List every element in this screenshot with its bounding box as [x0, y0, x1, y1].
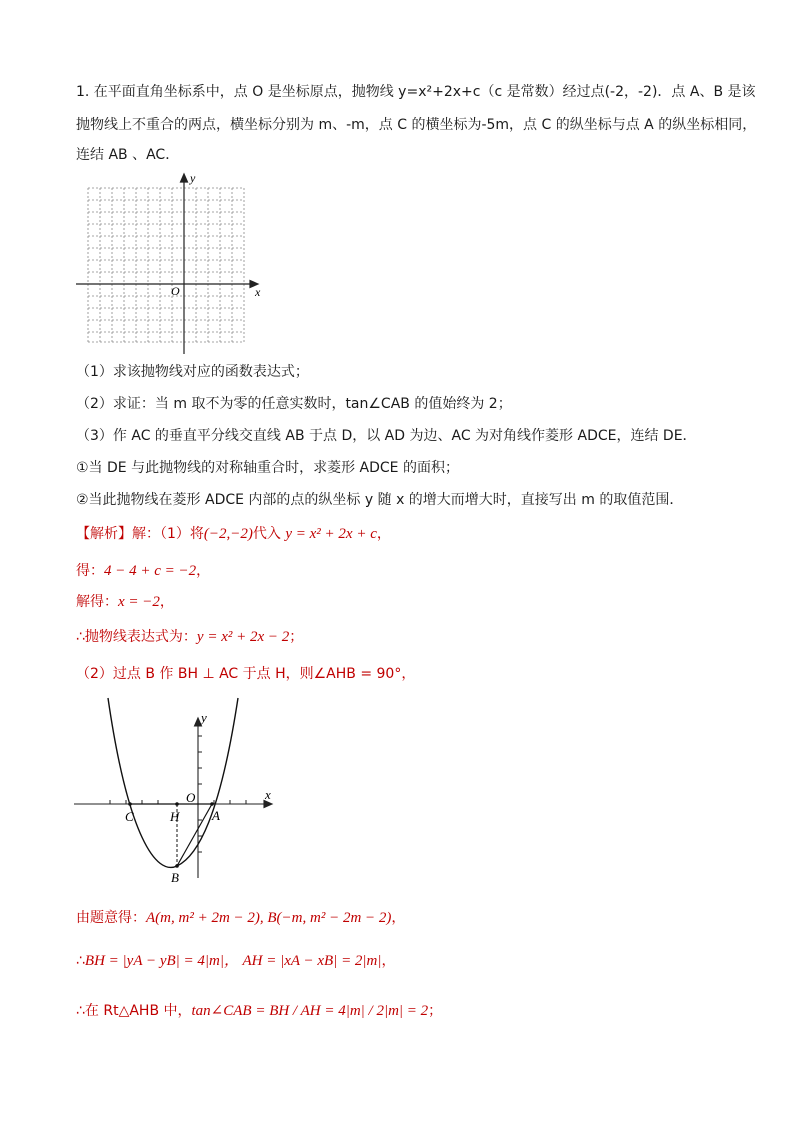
- origin-label: O: [171, 284, 180, 298]
- solution-step4-end: ；: [289, 629, 304, 645]
- solution-step1-equation: y = x² + 2x + c: [285, 526, 377, 542]
- solution-step1-end: ，: [376, 526, 391, 542]
- point-label-b: B: [171, 870, 179, 885]
- origin-label: O: [186, 790, 196, 805]
- problem-line-1: 1. 在平面直角坐标系中，点 O 是坐标原点，抛物线 y=x²+2x+c（c 是常数）经过点(-2，-2)．点 A、B 是该: [76, 84, 756, 100]
- solution-line-5: （2）过点 B 作 BH ⊥ AC 于点 H，则∠AHB = 90°，: [76, 666, 416, 682]
- point-label-c: C: [125, 809, 134, 824]
- solution-line-4: [76, 627, 303, 647]
- solution-step2-prefix: 得：: [76, 563, 104, 579]
- problem-line-3: 连结 AB 、AC．: [76, 147, 180, 163]
- solution-step7-prefix: ∴: [76, 953, 85, 969]
- question-1: （1）求该抛物线对应的函数表达式；: [76, 364, 309, 380]
- solution-line-3: [76, 592, 174, 612]
- y-axis-label: y: [201, 710, 207, 725]
- point-label-a: A: [212, 808, 220, 823]
- solution-step1-point: (−2,−2): [203, 526, 253, 542]
- point-label-h: H: [170, 809, 180, 824]
- question-3: （3）作 AC 的垂直平分线交直线 AB 于点 D，以 AD 为边、AC 为对角线作菱形 ADCE，连结 DE．: [76, 428, 697, 444]
- solution-line-7: [76, 951, 396, 971]
- solution-step4-equation: y = x² + 2x − 2: [196, 629, 290, 645]
- solution-step8-prefix: ∴在 Rt△AHB 中，: [76, 1003, 192, 1019]
- solution-step4-prefix: ∴抛物线表达式为：: [76, 629, 197, 645]
- solution-tag: 【解析】: [76, 526, 132, 542]
- solution-step8-equation: tan∠CAB = BH / AH = 4|m| / 2|m| = 2: [191, 1003, 429, 1019]
- x-axis-label: x: [255, 285, 261, 299]
- coordinate-grid-figure: [74, 170, 264, 360]
- solution-step3-prefix: 解得：: [76, 594, 118, 610]
- solution-step3-end: ，: [159, 594, 174, 610]
- x-axis-label: x: [265, 787, 271, 802]
- solution-step1-mid: 代入: [252, 526, 281, 542]
- solution-step8-end: ；: [428, 1003, 443, 1019]
- question-3-part-2: ②当此抛物线在菱形 ADCE 内部的点的纵坐标 y 随 x 的增大而增大时，直接写出 m 的取值范围．: [76, 492, 684, 508]
- solution-step7-equation: BH = |yA − yB| = 4|m|， AH = |xA − xB| = 2|m|: [84, 953, 382, 969]
- solution-step6-prefix: 由题意得：: [76, 910, 146, 926]
- solution-step7-end: ，: [381, 953, 396, 969]
- solution-step2-equation: 4 − 4 + c = −2: [104, 563, 197, 579]
- segment-ab: [177, 804, 212, 866]
- solution-line-8: [76, 1001, 442, 1021]
- solution-step2-end: ，: [196, 563, 211, 579]
- question-2: （2）求证：当 m 取不为零的任意实数时，tan∠CAB 的值始终为 2；: [76, 396, 512, 412]
- solution-line-2: [76, 561, 210, 581]
- solution-line-6: [76, 908, 405, 928]
- solution-step6-end: ，: [391, 910, 406, 926]
- question-3-part-1: ①当 DE 与此抛物线的对称轴重合时，求菱形 ADCE 的面积；: [76, 460, 459, 476]
- solution-step6-equation: A(m, m² + 2m − 2), B(−m, m² − 2m − 2): [146, 910, 392, 926]
- problem-line-2: 抛物线上不重合的两点，横坐标分别为 m、-m，点 C 的横坐标为-5m，点 C 的纵坐标与点 A 的纵坐标相同，: [76, 117, 757, 133]
- solution-line-1: [76, 524, 391, 544]
- parabola-figure: [70, 696, 290, 890]
- solution-step1-prefix: 解：（1）将: [132, 526, 204, 542]
- y-axis-label: y: [190, 171, 196, 185]
- solution-step3-equation: x = −2: [118, 594, 160, 610]
- parabola-curve: [108, 698, 238, 867]
